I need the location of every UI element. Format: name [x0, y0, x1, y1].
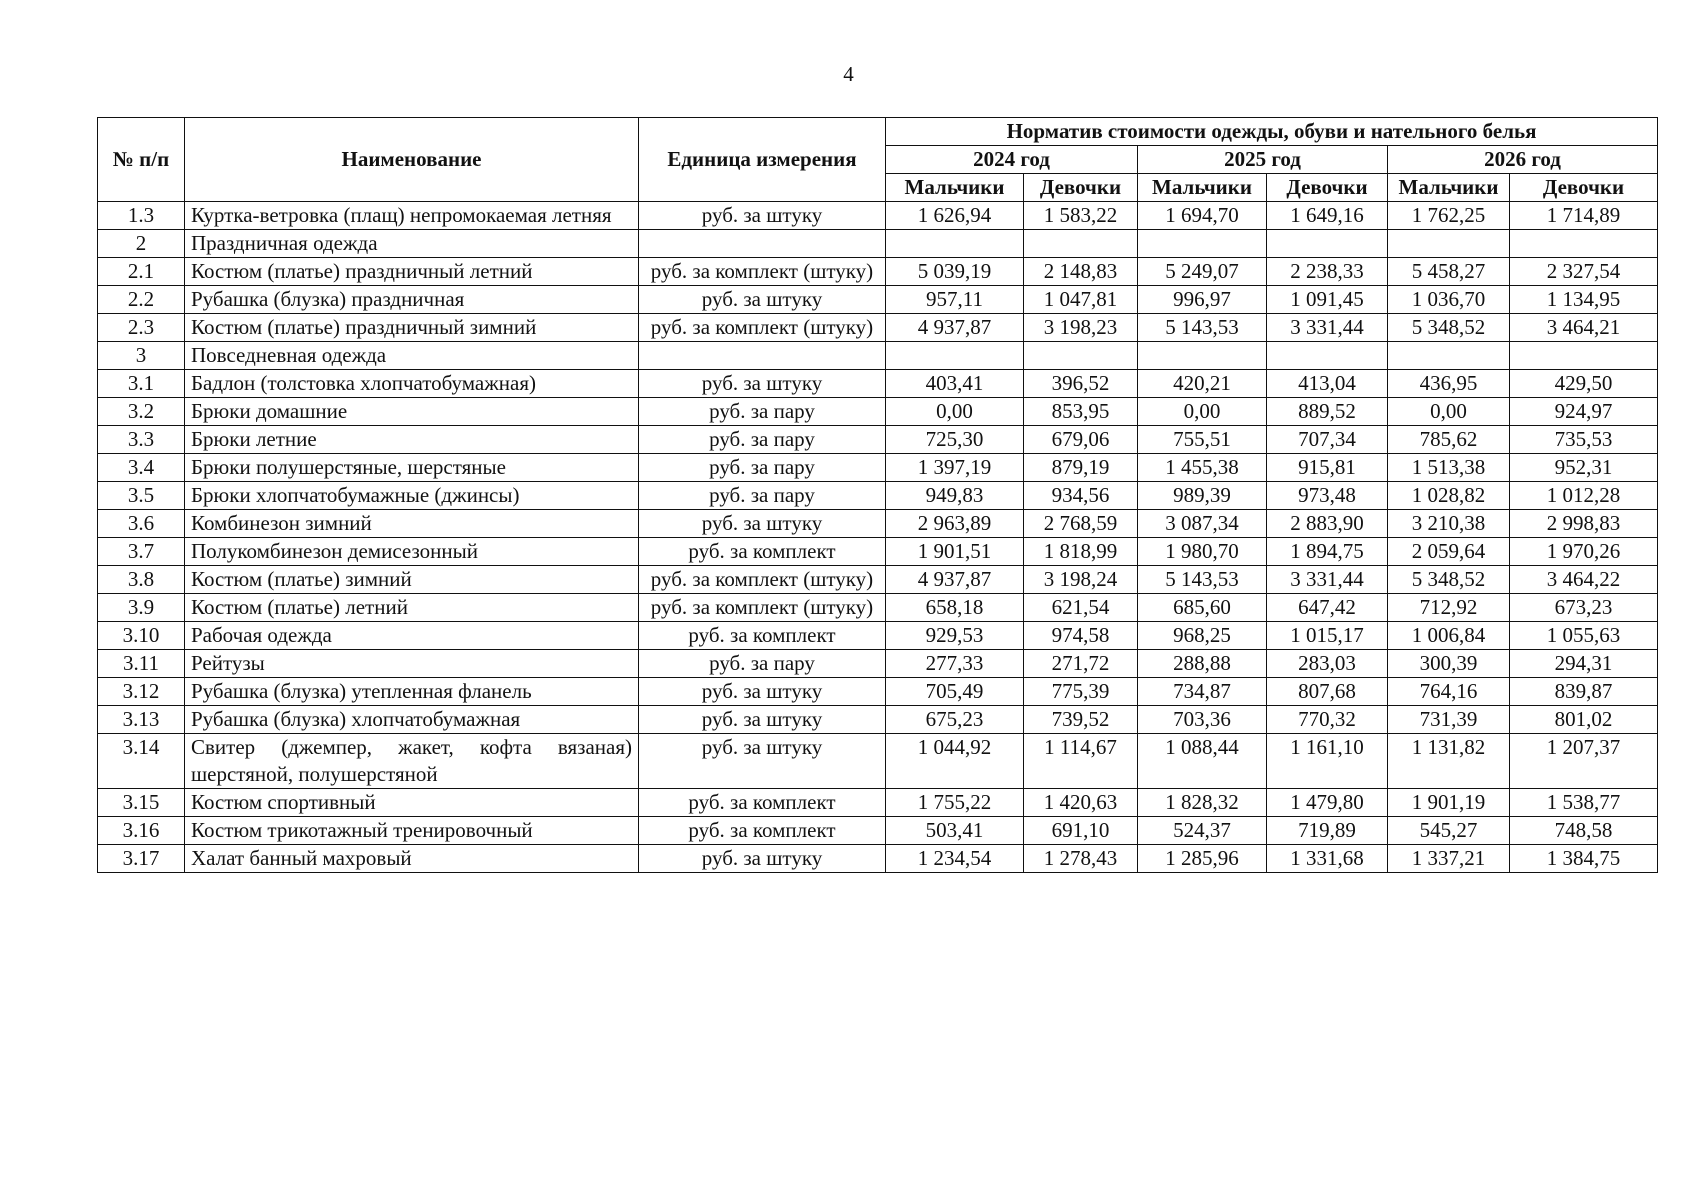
header-num: № п/п — [98, 118, 185, 202]
value-2025-boys — [1138, 342, 1267, 370]
row-number: 3.7 — [98, 538, 185, 566]
value-2025-boys: 1 285,96 — [1138, 845, 1267, 873]
value-2024-boys: 0,00 — [886, 398, 1024, 426]
header-boys: Мальчики — [886, 174, 1024, 202]
row-name: Комбинезон зимний — [185, 510, 639, 538]
row-number: 3.15 — [98, 789, 185, 817]
value-2024-girls: 396,52 — [1024, 370, 1138, 398]
value-2026-boys: 436,95 — [1388, 370, 1510, 398]
value-2024-girls: 1 818,99 — [1024, 538, 1138, 566]
value-2024-boys: 1 626,94 — [886, 202, 1024, 230]
value-2026-girls: 924,97 — [1510, 398, 1658, 426]
value-2025-boys: 420,21 — [1138, 370, 1267, 398]
value-2024-girls: 853,95 — [1024, 398, 1138, 426]
row-number: 3.6 — [98, 510, 185, 538]
row-unit: руб. за пару — [639, 398, 886, 426]
value-2025-girls: 889,52 — [1267, 398, 1388, 426]
value-2026-girls — [1510, 230, 1658, 258]
value-2026-boys: 731,39 — [1388, 706, 1510, 734]
value-2026-girls: 801,02 — [1510, 706, 1658, 734]
value-2024-girls: 691,10 — [1024, 817, 1138, 845]
value-2026-boys: 5 348,52 — [1388, 314, 1510, 342]
value-2025-boys: 989,39 — [1138, 482, 1267, 510]
value-2024-boys: 4 937,87 — [886, 314, 1024, 342]
value-2026-boys: 1 337,21 — [1388, 845, 1510, 873]
row-number: 2.3 — [98, 314, 185, 342]
value-2024-boys: 725,30 — [886, 426, 1024, 454]
value-2026-girls: 673,23 — [1510, 594, 1658, 622]
row-name: Праздничная одежда — [185, 230, 639, 258]
table-row — [98, 706, 1658, 734]
value-2025-girls: 973,48 — [1267, 482, 1388, 510]
row-number: 3.17 — [98, 845, 185, 873]
value-2025-boys: 5 143,53 — [1138, 314, 1267, 342]
value-2026-girls: 1 134,95 — [1510, 286, 1658, 314]
value-2024-girls: 1 420,63 — [1024, 789, 1138, 817]
value-2025-girls: 2 238,33 — [1267, 258, 1388, 286]
value-2026-girls: 1 207,37 — [1510, 734, 1658, 789]
value-2025-girls: 647,42 — [1267, 594, 1388, 622]
value-2024-boys: 2 963,89 — [886, 510, 1024, 538]
value-2026-girls: 429,50 — [1510, 370, 1658, 398]
value-2024-boys — [886, 342, 1024, 370]
table-row — [98, 594, 1658, 622]
row-unit — [639, 342, 886, 370]
value-2025-girls: 3 331,44 — [1267, 566, 1388, 594]
row-number: 3.11 — [98, 650, 185, 678]
value-2026-girls: 1 538,77 — [1510, 789, 1658, 817]
table-row — [98, 650, 1658, 678]
value-2024-girls — [1024, 230, 1138, 258]
row-number: 3.8 — [98, 566, 185, 594]
table-row — [98, 817, 1658, 845]
value-2026-girls: 839,87 — [1510, 678, 1658, 706]
row-name: Куртка-ветровка (плащ) непромокаемая летняя — [185, 202, 639, 230]
row-name: Брюки летние — [185, 426, 639, 454]
value-2025-boys: 996,97 — [1138, 286, 1267, 314]
row-name: Брюки полушерстяные, шерстяные — [185, 454, 639, 482]
row-unit: руб. за комплект (штуку) — [639, 314, 886, 342]
value-2025-boys: 5 143,53 — [1138, 566, 1267, 594]
value-2026-boys: 3 210,38 — [1388, 510, 1510, 538]
value-2024-boys: 675,23 — [886, 706, 1024, 734]
row-number: 2 — [98, 230, 185, 258]
row-unit: руб. за штуку — [639, 510, 886, 538]
table-row — [98, 426, 1658, 454]
table-row — [98, 342, 1658, 370]
value-2024-girls: 1 278,43 — [1024, 845, 1138, 873]
table-row — [98, 370, 1658, 398]
row-unit: руб. за штуку — [639, 845, 886, 873]
row-unit: руб. за пару — [639, 482, 886, 510]
value-2026-boys: 1 762,25 — [1388, 202, 1510, 230]
value-2024-boys: 949,83 — [886, 482, 1024, 510]
table-row — [98, 510, 1658, 538]
table-row — [98, 538, 1658, 566]
value-2025-boys: 1 694,70 — [1138, 202, 1267, 230]
row-unit: руб. за штуку — [639, 734, 886, 789]
value-2026-boys: 5 348,52 — [1388, 566, 1510, 594]
value-2026-boys — [1388, 342, 1510, 370]
value-2026-girls: 1 384,75 — [1510, 845, 1658, 873]
row-unit: руб. за комплект — [639, 538, 886, 566]
value-2025-boys: 755,51 — [1138, 426, 1267, 454]
value-2025-boys: 1 828,32 — [1138, 789, 1267, 817]
row-number: 3.16 — [98, 817, 185, 845]
row-name: Свитер (джемпер, жакет, кофта вязаная) шерстяной, полушерстяной — [185, 734, 639, 789]
header-year-2025: 2025 год — [1138, 146, 1388, 174]
value-2025-boys: 734,87 — [1138, 678, 1267, 706]
table-header — [98, 118, 1658, 202]
table-row — [98, 398, 1658, 426]
value-2026-girls — [1510, 342, 1658, 370]
row-number: 3.4 — [98, 454, 185, 482]
value-2024-boys: 1 397,19 — [886, 454, 1024, 482]
value-2024-boys: 1 755,22 — [886, 789, 1024, 817]
row-number: 3.9 — [98, 594, 185, 622]
row-number: 3.14 — [98, 734, 185, 789]
value-2025-boys: 524,37 — [1138, 817, 1267, 845]
value-2024-girls: 271,72 — [1024, 650, 1138, 678]
row-name: Костюм (платье) летний — [185, 594, 639, 622]
value-2024-girls — [1024, 342, 1138, 370]
value-2025-girls: 1 015,17 — [1267, 622, 1388, 650]
table-row — [98, 566, 1658, 594]
row-number: 2.2 — [98, 286, 185, 314]
value-2024-girls: 679,06 — [1024, 426, 1138, 454]
table-row — [98, 734, 1658, 789]
row-name: Рейтузы — [185, 650, 639, 678]
value-2026-boys: 1 901,19 — [1388, 789, 1510, 817]
value-2024-girls: 974,58 — [1024, 622, 1138, 650]
value-2025-girls: 3 331,44 — [1267, 314, 1388, 342]
value-2024-girls: 2 148,83 — [1024, 258, 1138, 286]
value-2025-girls: 283,03 — [1267, 650, 1388, 678]
value-2026-girls: 294,31 — [1510, 650, 1658, 678]
row-unit: руб. за комплект (штуку) — [639, 594, 886, 622]
value-2024-boys: 929,53 — [886, 622, 1024, 650]
table-row — [98, 454, 1658, 482]
value-2024-boys: 4 937,87 — [886, 566, 1024, 594]
table-row — [98, 482, 1658, 510]
row-unit: руб. за штуку — [639, 678, 886, 706]
value-2024-girls: 739,52 — [1024, 706, 1138, 734]
value-2025-girls: 707,34 — [1267, 426, 1388, 454]
row-name: Рубашка (блузка) праздничная — [185, 286, 639, 314]
row-number: 3.12 — [98, 678, 185, 706]
row-unit: руб. за пару — [639, 426, 886, 454]
value-2025-girls: 1 649,16 — [1267, 202, 1388, 230]
table-row — [98, 678, 1658, 706]
value-2025-boys: 3 087,34 — [1138, 510, 1267, 538]
value-2025-girls: 807,68 — [1267, 678, 1388, 706]
table-row — [98, 286, 1658, 314]
value-2024-girls: 3 198,23 — [1024, 314, 1138, 342]
value-2026-boys: 545,27 — [1388, 817, 1510, 845]
value-2026-girls: 952,31 — [1510, 454, 1658, 482]
value-2026-girls: 3 464,21 — [1510, 314, 1658, 342]
value-2025-boys: 1 088,44 — [1138, 734, 1267, 789]
value-2026-boys: 300,39 — [1388, 650, 1510, 678]
value-2024-girls: 2 768,59 — [1024, 510, 1138, 538]
row-number: 3.5 — [98, 482, 185, 510]
value-2025-boys — [1138, 230, 1267, 258]
value-2025-girls: 1 894,75 — [1267, 538, 1388, 566]
value-2024-girls: 1 047,81 — [1024, 286, 1138, 314]
row-name: Халат банный махровый — [185, 845, 639, 873]
value-2025-boys: 1 455,38 — [1138, 454, 1267, 482]
header-girls: Девочки — [1510, 174, 1658, 202]
value-2024-boys: 1 901,51 — [886, 538, 1024, 566]
value-2024-girls: 879,19 — [1024, 454, 1138, 482]
value-2024-boys: 5 039,19 — [886, 258, 1024, 286]
value-2026-girls: 735,53 — [1510, 426, 1658, 454]
row-name: Брюки домашние — [185, 398, 639, 426]
row-number: 3 — [98, 342, 185, 370]
value-2025-boys: 0,00 — [1138, 398, 1267, 426]
value-2024-boys — [886, 230, 1024, 258]
row-number: 3.10 — [98, 622, 185, 650]
header-group: Норматив стоимости одежды, обуви и нательного белья — [886, 118, 1658, 146]
value-2025-girls: 1 161,10 — [1267, 734, 1388, 789]
value-2026-girls: 1 970,26 — [1510, 538, 1658, 566]
table-row — [98, 202, 1658, 230]
value-2026-boys: 1 006,84 — [1388, 622, 1510, 650]
row-name: Рабочая одежда — [185, 622, 639, 650]
table-row — [98, 622, 1658, 650]
value-2025-girls: 1 091,45 — [1267, 286, 1388, 314]
row-unit: руб. за штуку — [639, 202, 886, 230]
table-row — [98, 845, 1658, 873]
value-2024-boys: 403,41 — [886, 370, 1024, 398]
value-2024-girls: 1 583,22 — [1024, 202, 1138, 230]
value-2025-boys: 5 249,07 — [1138, 258, 1267, 286]
header-year-2026: 2026 год — [1388, 146, 1658, 174]
value-2026-boys: 0,00 — [1388, 398, 1510, 426]
row-number: 3.3 — [98, 426, 185, 454]
header-year-2024: 2024 год — [886, 146, 1138, 174]
value-2026-boys: 1 028,82 — [1388, 482, 1510, 510]
row-number: 3.13 — [98, 706, 185, 734]
value-2025-girls: 1 479,80 — [1267, 789, 1388, 817]
value-2026-girls: 1 012,28 — [1510, 482, 1658, 510]
value-2024-girls: 3 198,24 — [1024, 566, 1138, 594]
value-2025-girls: 719,89 — [1267, 817, 1388, 845]
value-2025-girls: 915,81 — [1267, 454, 1388, 482]
value-2024-boys: 957,11 — [886, 286, 1024, 314]
row-unit: руб. за комплект — [639, 789, 886, 817]
value-2025-boys: 703,36 — [1138, 706, 1267, 734]
table-row — [98, 230, 1658, 258]
value-2024-boys: 503,41 — [886, 817, 1024, 845]
row-unit: руб. за пару — [639, 454, 886, 482]
value-2025-girls: 413,04 — [1267, 370, 1388, 398]
value-2026-boys: 1 036,70 — [1388, 286, 1510, 314]
header-girls: Девочки — [1267, 174, 1388, 202]
row-number: 3.1 — [98, 370, 185, 398]
row-name: Рубашка (блузка) утепленная фланель — [185, 678, 639, 706]
value-2025-boys: 685,60 — [1138, 594, 1267, 622]
value-2026-girls: 1 055,63 — [1510, 622, 1658, 650]
row-name: Костюм трикотажный тренировочный — [185, 817, 639, 845]
row-unit: руб. за штуку — [639, 286, 886, 314]
table-row — [98, 258, 1658, 286]
header-name: Наименование — [185, 118, 639, 202]
row-unit: руб. за комплект — [639, 622, 886, 650]
header-boys: Мальчики — [1388, 174, 1510, 202]
value-2025-girls: 770,32 — [1267, 706, 1388, 734]
value-2026-girls: 1 714,89 — [1510, 202, 1658, 230]
row-name: Полукомбинезон демисезонный — [185, 538, 639, 566]
value-2025-boys: 968,25 — [1138, 622, 1267, 650]
row-name: Рубашка (блузка) хлопчатобумажная — [185, 706, 639, 734]
row-unit: руб. за комплект — [639, 817, 886, 845]
value-2025-boys: 1 980,70 — [1138, 538, 1267, 566]
row-unit: руб. за комплект (штуку) — [639, 258, 886, 286]
value-2026-boys: 1 131,82 — [1388, 734, 1510, 789]
row-name: Костюм спортивный — [185, 789, 639, 817]
row-number: 3.2 — [98, 398, 185, 426]
value-2024-girls: 775,39 — [1024, 678, 1138, 706]
value-2024-girls: 1 114,67 — [1024, 734, 1138, 789]
value-2024-boys: 277,33 — [886, 650, 1024, 678]
row-unit: руб. за штуку — [639, 706, 886, 734]
page-number: 4 — [843, 62, 854, 86]
value-2024-boys: 1 234,54 — [886, 845, 1024, 873]
table-row — [98, 314, 1658, 342]
row-unit: руб. за штуку — [639, 370, 886, 398]
row-number: 1.3 — [98, 202, 185, 230]
value-2025-girls: 1 331,68 — [1267, 845, 1388, 873]
row-name: Костюм (платье) зимний — [185, 566, 639, 594]
value-2025-girls: 2 883,90 — [1267, 510, 1388, 538]
header-unit: Единица измерения — [639, 118, 886, 202]
value-2026-girls: 2 998,83 — [1510, 510, 1658, 538]
value-2026-boys: 785,62 — [1388, 426, 1510, 454]
value-2026-boys: 764,16 — [1388, 678, 1510, 706]
value-2026-girls: 3 464,22 — [1510, 566, 1658, 594]
table-row — [98, 789, 1658, 817]
row-unit — [639, 230, 886, 258]
value-2024-boys: 658,18 — [886, 594, 1024, 622]
row-number: 2.1 — [98, 258, 185, 286]
row-unit: руб. за комплект (штуку) — [639, 566, 886, 594]
row-name: Повседневная одежда — [185, 342, 639, 370]
value-2026-boys: 5 458,27 — [1388, 258, 1510, 286]
value-2025-boys: 288,88 — [1138, 650, 1267, 678]
value-2025-girls — [1267, 230, 1388, 258]
value-2024-boys: 1 044,92 — [886, 734, 1024, 789]
value-2026-girls: 748,58 — [1510, 817, 1658, 845]
value-2024-boys: 705,49 — [886, 678, 1024, 706]
table-body — [98, 202, 1658, 873]
row-name: Костюм (платье) праздничный летний — [185, 258, 639, 286]
value-2026-boys: 1 513,38 — [1388, 454, 1510, 482]
value-2026-girls: 2 327,54 — [1510, 258, 1658, 286]
row-unit: руб. за пару — [639, 650, 886, 678]
row-name: Бадлон (толстовка хлопчатобумажная) — [185, 370, 639, 398]
header-girls: Девочки — [1024, 174, 1138, 202]
value-2026-boys: 2 059,64 — [1388, 538, 1510, 566]
value-2025-girls — [1267, 342, 1388, 370]
row-name: Костюм (платье) праздничный зимний — [185, 314, 639, 342]
value-2026-boys: 712,92 — [1388, 594, 1510, 622]
header-boys: Мальчики — [1138, 174, 1267, 202]
value-2024-girls: 621,54 — [1024, 594, 1138, 622]
value-2026-boys — [1388, 230, 1510, 258]
norm-table — [97, 117, 1658, 873]
value-2024-girls: 934,56 — [1024, 482, 1138, 510]
row-name: Брюки хлопчатобумажные (джинсы) — [185, 482, 639, 510]
